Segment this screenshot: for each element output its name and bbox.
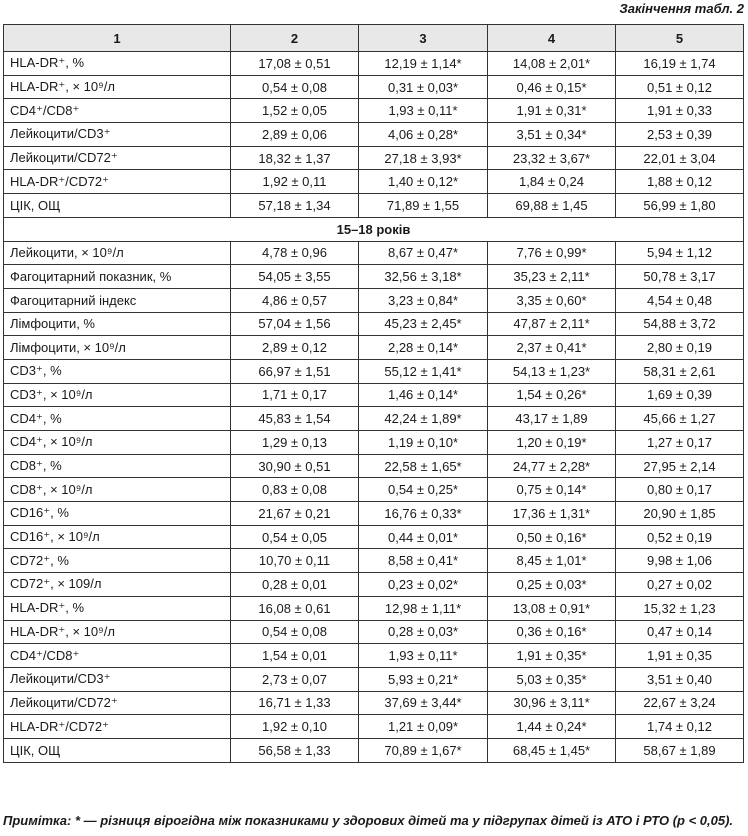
table-cell: 7,76 ± 0,99* (488, 241, 616, 265)
table-cell: 0,54 ± 0,25* (359, 478, 488, 502)
row-label: CD16⁺, % (4, 502, 231, 526)
table-cell: 56,58 ± 1,33 (231, 738, 359, 762)
table-cell: 2,89 ± 0,06 (231, 123, 359, 147)
table-cell: 47,87 ± 2,11* (488, 312, 616, 336)
table-cell: 0,54 ± 0,08 (231, 75, 359, 99)
table-cell: 0,80 ± 0,17 (616, 478, 744, 502)
table-row (4, 265, 744, 289)
table-cell: 58,31 ± 2,61 (616, 359, 744, 383)
table-cell: 71,89 ± 1,55 (359, 194, 488, 218)
table-cell: 1,91 ± 0,31* (488, 99, 616, 123)
table-cell: 45,66 ± 1,27 (616, 407, 744, 431)
table-cell: 1,91 ± 0,33 (616, 99, 744, 123)
table-row (4, 691, 744, 715)
row-label: Лейкоцити/CD3⁺ (4, 667, 231, 691)
table-row (4, 52, 744, 76)
table-row (4, 407, 744, 431)
table-cell: 22,67 ± 3,24 (616, 691, 744, 715)
table-cell: 8,58 ± 0,41* (359, 549, 488, 573)
table-cell: 2,28 ± 0,14* (359, 336, 488, 360)
table-cell: 66,97 ± 1,51 (231, 359, 359, 383)
table-cell: 56,99 ± 1,80 (616, 194, 744, 218)
row-label: CD4⁺/CD8⁺ (4, 99, 231, 123)
table-cell: 13,08 ± 0,91* (488, 596, 616, 620)
table-cell: 5,03 ± 0,35* (488, 667, 616, 691)
row-label: CD4⁺, % (4, 407, 231, 431)
table-cell: 1,88 ± 0,12 (616, 170, 744, 194)
table-cell: 45,23 ± 2,45* (359, 312, 488, 336)
table-cell: 58,67 ± 1,89 (616, 738, 744, 762)
table-cell: 2,73 ± 0,07 (231, 667, 359, 691)
row-label: CD16⁺, × 10⁹/л (4, 525, 231, 549)
table-cell: 1,92 ± 0,10 (231, 715, 359, 739)
row-label: HLA-DR⁺/CD72⁺ (4, 715, 231, 739)
table-cell: 2,37 ± 0,41* (488, 336, 616, 360)
row-label: CD3⁺, × 10⁹/л (4, 383, 231, 407)
table-row (4, 644, 744, 668)
table-cell: 15,32 ± 1,23 (616, 596, 744, 620)
table-cell: 32,56 ± 3,18* (359, 265, 488, 289)
table-cell: 1,40 ± 0,12* (359, 170, 488, 194)
row-label: Лейкоцити/CD3⁺ (4, 123, 231, 147)
section-label: 15–18 років (4, 217, 744, 241)
row-label: CD72⁺, % (4, 549, 231, 573)
table-cell: 0,54 ± 0,05 (231, 525, 359, 549)
row-label: Лейкоцити/CD72⁺ (4, 146, 231, 170)
table-cell: 0,28 ± 0,03* (359, 620, 488, 644)
table-cell: 1,91 ± 0,35* (488, 644, 616, 668)
table-cell: 55,12 ± 1,41* (359, 359, 488, 383)
row-label: CD4⁺/CD8⁺ (4, 644, 231, 668)
row-label: HLA-DR⁺, % (4, 596, 231, 620)
table-cell: 0,47 ± 0,14 (616, 620, 744, 644)
table-cell: 68,45 ± 1,45* (488, 738, 616, 762)
table-cell: 1,21 ± 0,09* (359, 715, 488, 739)
table-cell: 4,86 ± 0,57 (231, 288, 359, 312)
table-body-top (4, 52, 744, 218)
table-row (4, 146, 744, 170)
row-label: HLA-DR⁺, % (4, 52, 231, 76)
table-row (4, 123, 744, 147)
table-cell: 0,83 ± 0,08 (231, 478, 359, 502)
table-cell: 30,90 ± 0,51 (231, 454, 359, 478)
table-cell: 0,46 ± 0,15* (488, 75, 616, 99)
table-cell: 1,20 ± 0,19* (488, 431, 616, 455)
table-cell: 1,91 ± 0,35 (616, 644, 744, 668)
row-label: Лімфоцити, × 10⁹/л (4, 336, 231, 360)
table-cell: 16,08 ± 0,61 (231, 596, 359, 620)
table-cell: 1,93 ± 0,11* (359, 644, 488, 668)
table-row (4, 383, 744, 407)
table-cell: 8,67 ± 0,47* (359, 241, 488, 265)
table-cell: 4,54 ± 0,48 (616, 288, 744, 312)
table-cell: 1,71 ± 0,17 (231, 383, 359, 407)
table-cell: 18,32 ± 1,37 (231, 146, 359, 170)
table-cell: 0,31 ± 0,03* (359, 75, 488, 99)
table-cell: 23,32 ± 3,67* (488, 146, 616, 170)
row-label: Лейкоцити/CD72⁺ (4, 691, 231, 715)
table-cell: 0,27 ± 0,02 (616, 573, 744, 597)
table-cell: 3,51 ± 0,34* (488, 123, 616, 147)
table-note: Примітка: * — різниця вірогідна між показниками у здорових дітей та у підгрупах дітей із АТО і РТО (р < 0,05). (3, 813, 734, 828)
table-cell: 10,70 ± 0,11 (231, 549, 359, 573)
table-row (4, 715, 744, 739)
table-row (4, 99, 744, 123)
table-row (4, 596, 744, 620)
table-cell: 1,84 ± 0,24 (488, 170, 616, 194)
table-cell: 54,05 ± 3,55 (231, 265, 359, 289)
row-label: Лейкоцити, × 10⁹/л (4, 241, 231, 265)
table-cell: 69,88 ± 1,45 (488, 194, 616, 218)
table-cell: 27,18 ± 3,93* (359, 146, 488, 170)
table-row (4, 431, 744, 455)
table-cell: 30,96 ± 3,11* (488, 691, 616, 715)
table-cell: 16,76 ± 0,33* (359, 502, 488, 526)
table-cell: 5,93 ± 0,21* (359, 667, 488, 691)
table-cell: 21,67 ± 0,21 (231, 502, 359, 526)
row-label: Лімфоцити, % (4, 312, 231, 336)
table-row (4, 549, 744, 573)
column-header: 4 (488, 25, 616, 52)
header-row (4, 25, 744, 52)
table-row (4, 312, 744, 336)
table-cell: 0,52 ± 0,19 (616, 525, 744, 549)
table-cell: 0,44 ± 0,01* (359, 525, 488, 549)
table-cell: 16,71 ± 1,33 (231, 691, 359, 715)
table-cell: 0,28 ± 0,01 (231, 573, 359, 597)
table-cell: 9,98 ± 1,06 (616, 549, 744, 573)
table-cell: 0,23 ± 0,02* (359, 573, 488, 597)
table-row (4, 288, 744, 312)
row-label: CD8⁺, × 10⁹/л (4, 478, 231, 502)
row-label: HLA-DR⁺, × 10⁹/л (4, 620, 231, 644)
table-cell: 20,90 ± 1,85 (616, 502, 744, 526)
column-header: 1 (4, 25, 231, 52)
table-cell: 8,45 ± 1,01* (488, 549, 616, 573)
table-cell: 2,80 ± 0,19 (616, 336, 744, 360)
table-cell: 0,25 ± 0,03* (488, 573, 616, 597)
column-header: 5 (616, 25, 744, 52)
table-cell: 1,54 ± 0,01 (231, 644, 359, 668)
table-cell: 54,88 ± 3,72 (616, 312, 744, 336)
table-row (4, 573, 744, 597)
table-row (4, 170, 744, 194)
row-label: ЦІК, ОЩ (4, 194, 231, 218)
table-cell: 0,36 ± 0,16* (488, 620, 616, 644)
row-label: HLA-DR⁺/CD72⁺ (4, 170, 231, 194)
section-row (4, 217, 744, 241)
table-row (4, 194, 744, 218)
table-cell: 2,53 ± 0,39 (616, 123, 744, 147)
table-cell: 16,19 ± 1,74 (616, 52, 744, 76)
table-cell: 42,24 ± 1,89* (359, 407, 488, 431)
table-row (4, 359, 744, 383)
table-cell: 3,51 ± 0,40 (616, 667, 744, 691)
table-cell: 0,51 ± 0,12 (616, 75, 744, 99)
table-cell: 22,01 ± 3,04 (616, 146, 744, 170)
row-label: Фагоцитарний індекс (4, 288, 231, 312)
table-cell: 1,74 ± 0,12 (616, 715, 744, 739)
table-body-bottom (4, 241, 744, 762)
table-row (4, 454, 744, 478)
table-row (4, 241, 744, 265)
table-cell: 17,08 ± 0,51 (231, 52, 359, 76)
table-caption: Закінчення табл. 2 (619, 1, 744, 16)
table-cell: 4,78 ± 0,96 (231, 241, 359, 265)
row-label: ЦІК, ОЩ (4, 738, 231, 762)
table-cell: 57,04 ± 1,56 (231, 312, 359, 336)
table-row (4, 502, 744, 526)
table-cell: 45,83 ± 1,54 (231, 407, 359, 431)
table-cell: 3,23 ± 0,84* (359, 288, 488, 312)
table-cell: 35,23 ± 2,11* (488, 265, 616, 289)
results-table (3, 24, 744, 763)
table-row (4, 478, 744, 502)
table-cell: 57,18 ± 1,34 (231, 194, 359, 218)
table-cell: 1,19 ± 0,10* (359, 431, 488, 455)
column-header: 2 (231, 25, 359, 52)
row-label: HLA-DR⁺, × 10⁹/л (4, 75, 231, 99)
column-header: 3 (359, 25, 488, 52)
table-row (4, 738, 744, 762)
table-row (4, 525, 744, 549)
table-cell: 1,69 ± 0,39 (616, 383, 744, 407)
table-row (4, 620, 744, 644)
row-label: CD72⁺, × 109/л (4, 573, 231, 597)
table-cell: 22,58 ± 1,65* (359, 454, 488, 478)
table-cell: 54,13 ± 1,23* (488, 359, 616, 383)
table-row (4, 336, 744, 360)
table-cell: 1,27 ± 0,17 (616, 431, 744, 455)
table-cell: 1,54 ± 0,26* (488, 383, 616, 407)
table-cell: 1,44 ± 0,24* (488, 715, 616, 739)
section-row-group (4, 217, 744, 241)
table-cell: 24,77 ± 2,28* (488, 454, 616, 478)
table-cell: 0,54 ± 0,08 (231, 620, 359, 644)
table-cell: 27,95 ± 2,14 (616, 454, 744, 478)
table-cell: 50,78 ± 3,17 (616, 265, 744, 289)
table-cell: 14,08 ± 2,01* (488, 52, 616, 76)
table-cell: 43,17 ± 1,89 (488, 407, 616, 431)
table-cell: 1,93 ± 0,11* (359, 99, 488, 123)
row-label: Фагоцитарний показник, % (4, 265, 231, 289)
table-cell: 70,89 ± 1,67* (359, 738, 488, 762)
table-cell: 17,36 ± 1,31* (488, 502, 616, 526)
table-cell: 1,46 ± 0,14* (359, 383, 488, 407)
table-cell: 3,35 ± 0,60* (488, 288, 616, 312)
table-cell: 1,92 ± 0,11 (231, 170, 359, 194)
table-row (4, 75, 744, 99)
row-label: CD8⁺, % (4, 454, 231, 478)
table-cell: 12,19 ± 1,14* (359, 52, 488, 76)
row-label: CD3⁺, % (4, 359, 231, 383)
table-cell: 0,50 ± 0,16* (488, 525, 616, 549)
table-cell: 5,94 ± 1,12 (616, 241, 744, 265)
row-label: CD4⁺, × 10⁹/л (4, 431, 231, 455)
table-cell: 1,29 ± 0,13 (231, 431, 359, 455)
table-cell: 0,75 ± 0,14* (488, 478, 616, 502)
table-cell: 12,98 ± 1,11* (359, 596, 488, 620)
table-cell: 4,06 ± 0,28* (359, 123, 488, 147)
table-cell: 2,89 ± 0,12 (231, 336, 359, 360)
table-cell: 37,69 ± 3,44* (359, 691, 488, 715)
table-cell: 1,52 ± 0,05 (231, 99, 359, 123)
table-row (4, 667, 744, 691)
